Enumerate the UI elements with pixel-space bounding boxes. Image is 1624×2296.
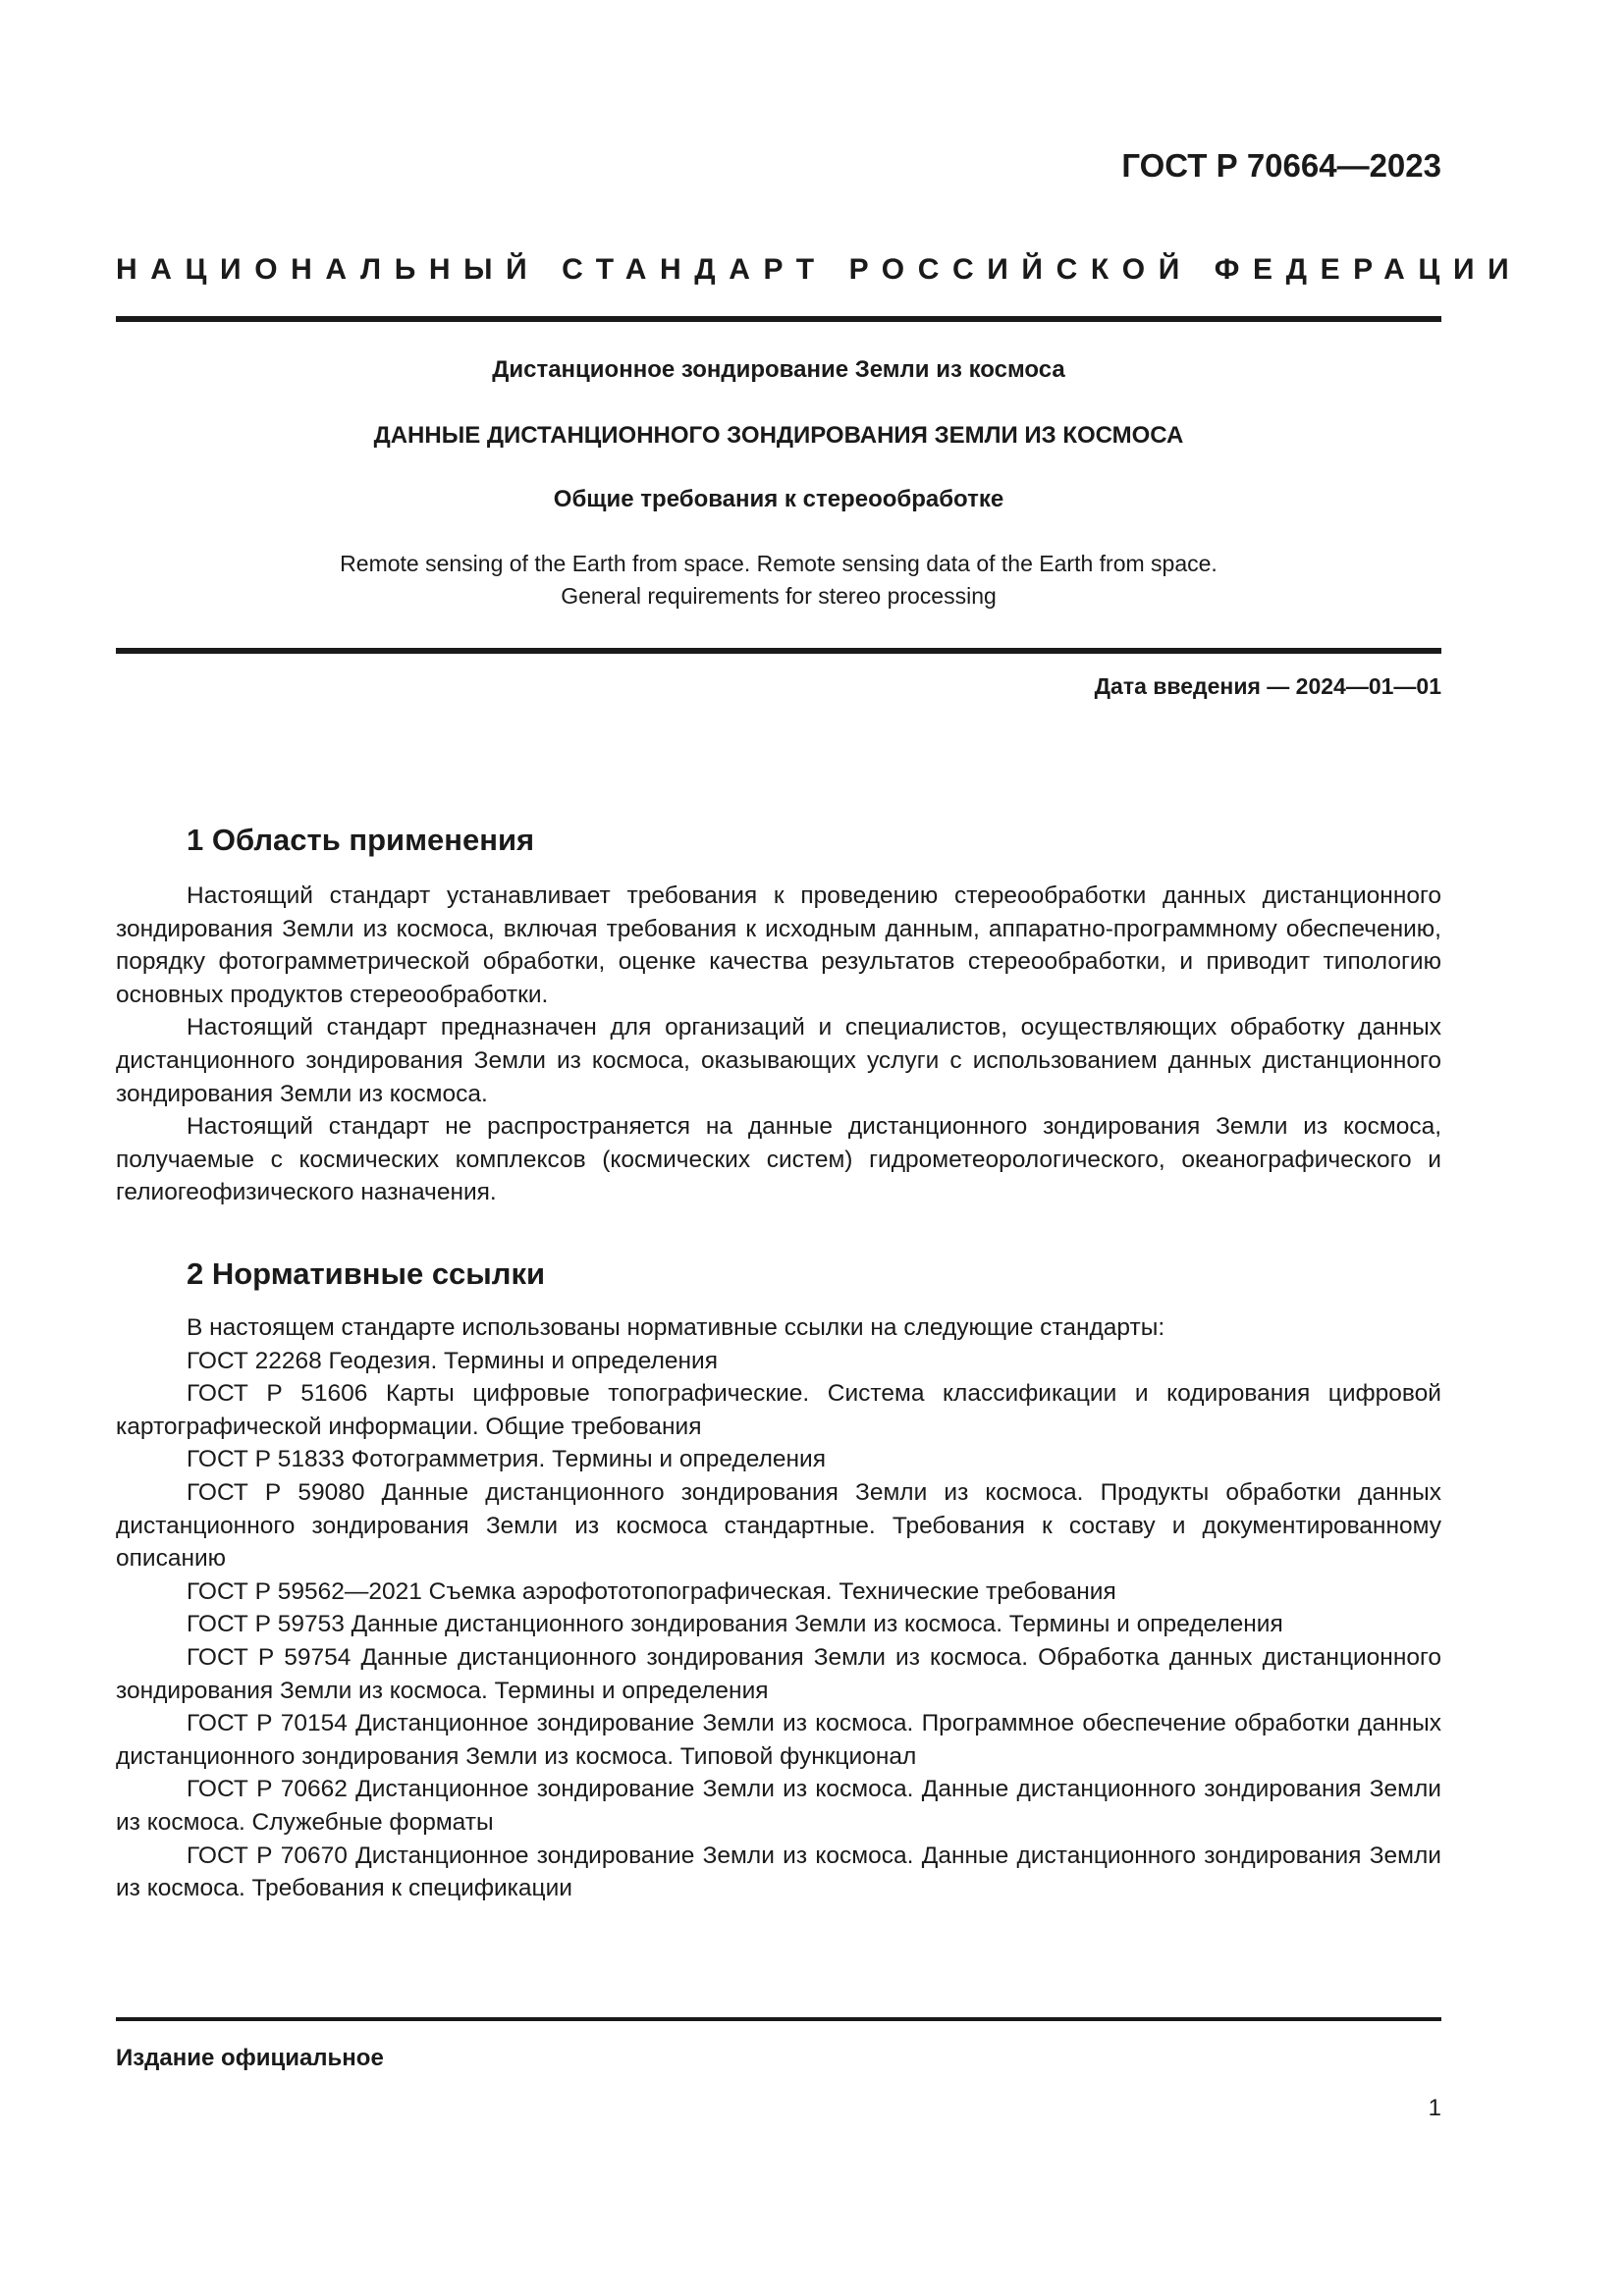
header-rule: [116, 316, 1441, 322]
document-number: ГОСТ Р 70664—2023: [1121, 147, 1441, 184]
reference-item: ГОСТ Р 51606 Карты цифровые топографические. Система классификации и кодирования цифровой картографической информации. Общие требования: [116, 1380, 1441, 1440]
official-edition-label: Издание официальное: [116, 2045, 384, 2071]
reference-item: ГОСТ Р 59562—2021 Съемка аэрофототопографическая. Технические требования: [187, 1577, 1116, 1605]
national-standard-banner: НАЦИОНАЛЬНЫЙ СТАНДАРТ РОССИЙСКОЙ ФЕДЕРАЦИИ: [116, 253, 1523, 286]
reference-item: ГОСТ Р 59080 Данные дистанционного зондирования Земли из космоса. Продукты обработки данных дистанционного зондирования Земли из космоса стандартные. Требования к составу и документированному описанию: [116, 1478, 1441, 1573]
title-line-1: Дистанционное зондирование Земли из космоса: [492, 356, 1065, 383]
section-2-heading: 2 Нормативные ссылки: [187, 1256, 546, 1291]
introduction-date: Дата введения — 2024—01—01: [1094, 673, 1441, 699]
title-rule: [116, 648, 1441, 654]
section-2-body: [116, 1311, 1441, 1905]
section-1-paragraph: Настоящий стандарт не распространяется на данные дистанционного зондирования Земли из космоса, получаемые с космических комплексов (космических систем) гидрометеорологического, океанографического и гелиогеофизического назначения.: [116, 1113, 1441, 1206]
reference-item: ГОСТ Р 59754 Данные дистанционного зондирования Земли из космоса. Обработка данных дистанционного зондирования Земли из космоса. Термины и определения: [116, 1643, 1441, 1704]
section-1-body: [116, 880, 1441, 1209]
english-title: [116, 548, 1441, 613]
title-line-3: Общие требования к стереообработке: [553, 486, 1004, 512]
section-1-heading: 1 Область применения: [187, 823, 535, 857]
page-number: 1: [1428, 2095, 1441, 2121]
english-title-line-2: General requirements for stereo processing: [561, 583, 997, 609]
reference-item: ГОСТ Р 70154 Дистанционное зондирование Земли из космоса. Программное обеспечение обработки данных дистанционного зондирования Земли из космоса. Типовой функционал: [116, 1710, 1441, 1770]
reference-item: ГОСТ Р 70670 Дистанционное зондирование Земли из космоса. Данные дистанционного зондирования Земли из космоса. Требования к спецификации: [116, 1842, 1441, 1902]
section-2-intro: В настоящем стандарте использованы нормативные ссылки на следующие стандарты:: [187, 1314, 1165, 1341]
reference-item: ГОСТ Р 70662 Дистанционное зондирование Земли из космоса. Данные дистанционного зондирования Земли из космоса. Служебные форматы: [116, 1776, 1441, 1836]
english-title-line-1: Remote sensing of the Earth from space. Remote sensing data of the Earth from space.: [340, 551, 1218, 576]
reference-item: ГОСТ 22268 Геодезия. Термины и определения: [187, 1347, 718, 1374]
section-1-paragraph: Настоящий стандарт устанавливает требования к проведению стереообработки данных дистанционного зондирования Земли из космоса, включая требования к исходным данным, аппаратно-программному обеспечению, порядку фотограмметрической обработки, оценке качества результатов стереообработки, и приводит типологию основных продуктов стереообработки.: [116, 882, 1441, 1008]
document-page: [116, 0, 1523, 2296]
section-1-paragraph: Настоящий стандарт предназначен для организаций и специалистов, осуществляющих обработку данных дистанционного зондирования Земли из космоса, оказывающих услуги с использованием данных дистанционного зондирования Земли из космоса.: [116, 1014, 1441, 1107]
title-line-2: ДАННЫЕ ДИСТАНЦИОННОГО ЗОНДИРОВАНИЯ ЗЕМЛИ ИЗ КОСМОСА: [373, 422, 1184, 449]
reference-item: ГОСТ Р 59753 Данные дистанционного зондирования Земли из космоса. Термины и определения: [187, 1611, 1283, 1638]
reference-item: ГОСТ Р 51833 Фотограмметрия. Термины и определения: [187, 1446, 826, 1473]
footer-rule: [116, 2017, 1441, 2021]
